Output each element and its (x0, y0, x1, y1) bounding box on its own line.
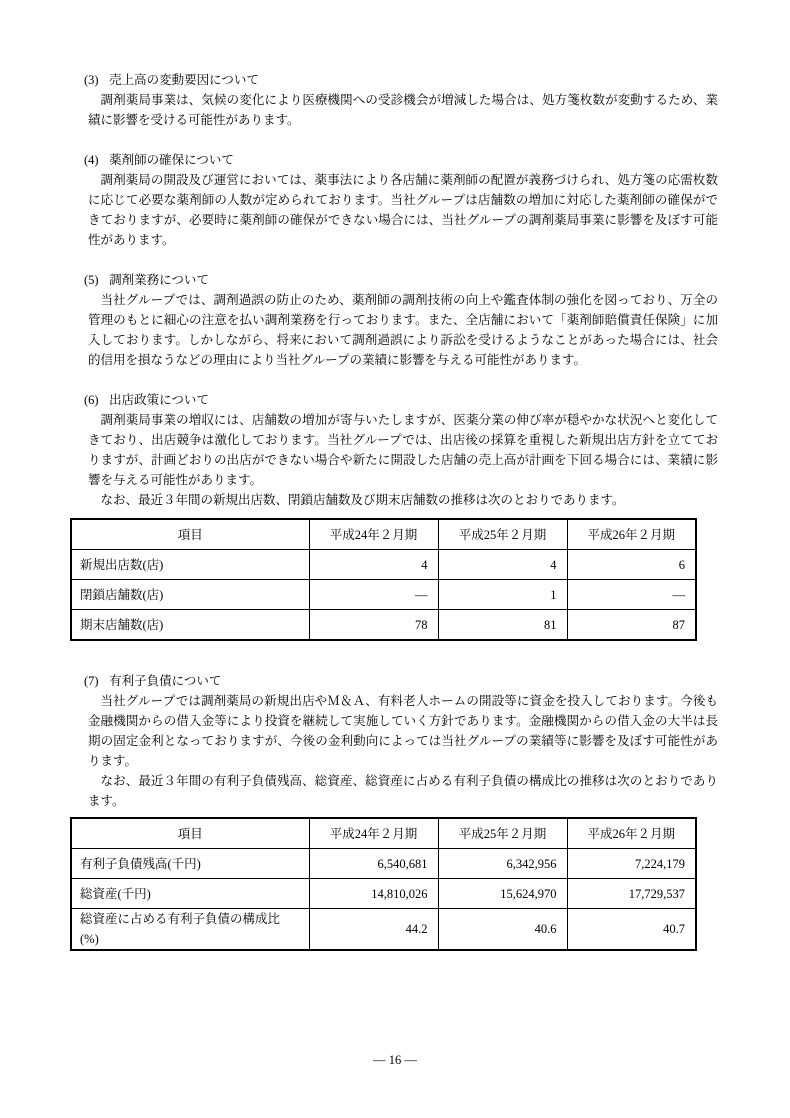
section-number: (7) (84, 674, 99, 688)
value-fy25: 15,624,970 (438, 879, 567, 909)
paragraph: 調剤薬局事業は、気候の変化により医療機関への受診機会が増減した場合は、処方箋枚数が変動するため、業績に影響を受ける可能性があります。 (88, 93, 718, 127)
value-fy24: 4 (309, 550, 438, 580)
section-store-opening-policy (84, 390, 718, 510)
header-fy25: 平成25年２月期 (438, 519, 567, 550)
section-title: 有利子負債について (109, 674, 222, 688)
value-fy24: ― (309, 580, 438, 610)
section-title: 薬剤師の確保について (109, 153, 234, 167)
value-fy26: 40.7 (567, 909, 696, 951)
value-fy25: 40.6 (438, 909, 567, 951)
table-row-debt-ratio (71, 909, 696, 951)
store-count-table (70, 518, 697, 641)
paragraph: 当社グループでは調剤薬局の新規出店やＭ＆Ａ、有料老人ホームの開設等に資金を投入しております。今後も金融機関からの借入金等により投資を継続して実施していく方針であります。金融機関からの借入金の大半は長期の固定金利となっておりますが、今後の金利動向によっては当社グループの業績等に影響を及ぼす可能性があります。 (88, 694, 718, 768)
header-fy24: 平成24年２月期 (309, 818, 438, 849)
value-fy26: ― (567, 580, 696, 610)
section-number: (3) (84, 73, 99, 87)
header-fy26: 平成26年２月期 (567, 818, 696, 849)
interest-bearing-debt-table (70, 817, 697, 951)
paragraph: 調剤薬局の開設及び運営においては、薬事法により各店舗に薬剤師の配置が義務づけられ、処方箋の応需枚数に応じて必要な薬剤師の人数が定められております。当社グループは店舗数の増加に対応した薬剤師の確保ができておりますが、必要時に薬剤師の確保ができない場合には、当社グループの調剤薬局事業に影響を及ぼす可能性があります。 (88, 173, 718, 247)
section-heading (84, 390, 718, 410)
value-fy25: 6,342,956 (438, 849, 567, 879)
page-content (80, 70, 718, 951)
section-title: 出店政策について (109, 393, 209, 407)
table-row-closed-stores (71, 580, 696, 610)
section-number: (4) (84, 153, 99, 167)
header-item: 項目 (71, 519, 309, 550)
section-title: 売上高の変動要因について (109, 73, 259, 87)
table-row-debt-balance (71, 849, 696, 879)
section-heading (84, 150, 718, 170)
section-heading (84, 671, 718, 691)
row-label: 閉鎖店舗数(店) (71, 580, 309, 610)
section-number: (6) (84, 393, 99, 407)
row-label: 期末店舗数(店) (71, 610, 309, 641)
value-fy24: 44.2 (309, 909, 438, 951)
value-fy26: 17,729,537 (567, 879, 696, 909)
value-fy26: 6 (567, 550, 696, 580)
header-item: 項目 (71, 818, 309, 849)
table-header-row (71, 818, 696, 849)
section-pharmacist-recruiting (84, 150, 718, 250)
table-header-row (71, 519, 696, 550)
paragraph: なお、最近３年間の有利子負債残高、総資産、総資産に占める有利子負債の構成比の推移は次のとおりであります。 (88, 774, 718, 808)
paragraph: 当社グループでは、調剤過誤の防止のため、薬剤師の調剤技術の向上や鑑査体制の強化を図っており、万全の管理のもとに細心の注意を払い調剤業務を行っております。また、全店舗において「薬剤師賠償責任保険」に加入しております。しかしながら、将来において調剤過誤により訴訟を受けるようなことがあった場合には、社会的信用を損なうなどの理由により当社グループの業績に影響を与える可能性があります。 (88, 293, 718, 367)
section-interest-bearing-debt (84, 671, 718, 811)
value-fy25: 4 (438, 550, 567, 580)
table-row-total-assets (71, 879, 696, 909)
section-heading (84, 270, 718, 290)
row-label: 総資産(千円) (71, 879, 309, 909)
value-fy24: 6,540,681 (309, 849, 438, 879)
value-fy26: 87 (567, 610, 696, 641)
row-label: 総資産に占める有利子負債の構成比(%) (71, 909, 309, 951)
value-fy24: 78 (309, 610, 438, 641)
header-fy24: 平成24年２月期 (309, 519, 438, 550)
header-fy25: 平成25年２月期 (438, 818, 567, 849)
page-number: ― 16 ― (373, 1053, 417, 1067)
paragraph: なお、最近３年間の新規出店数、閉鎖店舗数及び期末店舗数の推移は次のとおりであります。 (100, 493, 625, 507)
section-heading (84, 70, 718, 90)
table-row-period-end-stores (71, 610, 696, 641)
section-title: 調剤業務について (109, 273, 209, 287)
value-fy24: 14,810,026 (309, 879, 438, 909)
table-row-new-stores (71, 550, 696, 580)
value-fy25: 81 (438, 610, 567, 641)
value-fy25: 1 (438, 580, 567, 610)
row-label: 新規出店数(店) (71, 550, 309, 580)
value-fy26: 7,224,179 (567, 849, 696, 879)
row-label: 有利子負債残高(千円) (71, 849, 309, 879)
section-dispensing-operations (84, 270, 718, 370)
section-number: (5) (84, 273, 99, 287)
section-sales-fluctuation (84, 70, 718, 130)
header-fy26: 平成26年２月期 (567, 519, 696, 550)
paragraph: 調剤薬局事業の増収には、店舗数の増加が寄与いたしますが、医薬分業の伸び率が穏やかな状況へと変化してきており、出店競争は激化しております。当社グループでは、出店後の採算を重視した新規出店方針を立てておりますが、計画どおりの出店ができない場合や新たに開設した店舗の売上高が計画を下回る場合には、業績に影響を与える可能性があります。 (88, 413, 718, 487)
